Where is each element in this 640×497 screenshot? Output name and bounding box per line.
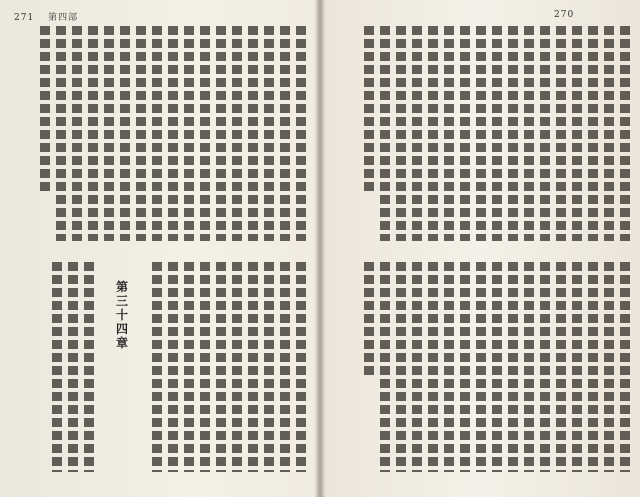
text-line bbox=[68, 262, 78, 472]
text-line bbox=[620, 26, 630, 241]
text-line bbox=[476, 262, 486, 472]
text-line bbox=[248, 26, 258, 241]
text-line bbox=[380, 26, 390, 241]
text-line bbox=[396, 26, 406, 241]
text-line bbox=[620, 262, 630, 472]
text-line bbox=[604, 262, 614, 472]
text-line bbox=[104, 26, 114, 241]
text-line bbox=[364, 262, 374, 378]
text-line bbox=[168, 26, 178, 241]
text-line bbox=[184, 26, 194, 241]
text-line bbox=[396, 262, 406, 472]
text-line bbox=[364, 26, 374, 194]
text-line bbox=[524, 262, 534, 472]
text-line bbox=[588, 26, 598, 241]
text-line bbox=[216, 262, 226, 472]
text-line bbox=[40, 26, 50, 194]
left-page bbox=[0, 0, 318, 497]
text-line bbox=[492, 262, 502, 472]
text-line bbox=[216, 26, 226, 241]
text-line bbox=[524, 26, 534, 241]
text-line bbox=[444, 262, 454, 472]
text-line bbox=[248, 262, 258, 472]
text-line bbox=[588, 262, 598, 472]
text-line bbox=[264, 26, 274, 241]
text-line bbox=[168, 262, 178, 472]
text-line bbox=[572, 262, 582, 472]
text-line bbox=[380, 262, 390, 472]
text-line bbox=[296, 26, 306, 241]
left-page-number: 271 bbox=[14, 13, 35, 23]
text-line bbox=[152, 26, 162, 241]
text-line bbox=[264, 262, 274, 472]
text-line bbox=[100, 262, 110, 472]
text-line bbox=[56, 26, 66, 241]
text-line bbox=[280, 26, 290, 241]
text-line bbox=[428, 262, 438, 472]
text-line bbox=[296, 262, 306, 472]
right-bottom-text bbox=[334, 262, 630, 472]
text-line bbox=[572, 26, 582, 241]
text-line bbox=[280, 262, 290, 472]
text-line bbox=[200, 262, 210, 472]
text-line bbox=[88, 26, 98, 241]
text-line bbox=[136, 26, 146, 241]
text-line bbox=[476, 26, 486, 241]
text-line bbox=[492, 26, 502, 241]
text-line bbox=[412, 262, 422, 472]
text-line bbox=[52, 262, 62, 472]
right-page bbox=[322, 0, 640, 497]
text-line bbox=[84, 262, 94, 472]
right-top-text bbox=[334, 26, 630, 241]
text-line bbox=[460, 262, 470, 472]
chapter-heading: 第三十四章 bbox=[116, 280, 129, 350]
left-bottom-text bbox=[12, 262, 306, 472]
text-line bbox=[604, 26, 614, 241]
left-top-text bbox=[12, 26, 306, 241]
text-line bbox=[444, 26, 454, 241]
text-line bbox=[152, 262, 162, 472]
text-line bbox=[200, 26, 210, 241]
text-line bbox=[184, 262, 194, 472]
text-line bbox=[556, 262, 566, 472]
text-line bbox=[540, 262, 550, 472]
text-line bbox=[428, 26, 438, 241]
text-line bbox=[540, 26, 550, 241]
text-line bbox=[508, 262, 518, 472]
left-running-head bbox=[14, 10, 78, 23]
right-page-number: 270 bbox=[554, 10, 575, 20]
text-line bbox=[232, 26, 242, 241]
left-running-title: 第四部 bbox=[48, 13, 79, 23]
text-line bbox=[232, 262, 242, 472]
text-line bbox=[136, 262, 146, 472]
text-line bbox=[508, 26, 518, 241]
text-line bbox=[412, 26, 422, 241]
text-line bbox=[460, 26, 470, 241]
text-line bbox=[556, 26, 566, 241]
text-line bbox=[72, 26, 82, 241]
text-line bbox=[120, 26, 130, 241]
right-running-head bbox=[554, 10, 574, 20]
